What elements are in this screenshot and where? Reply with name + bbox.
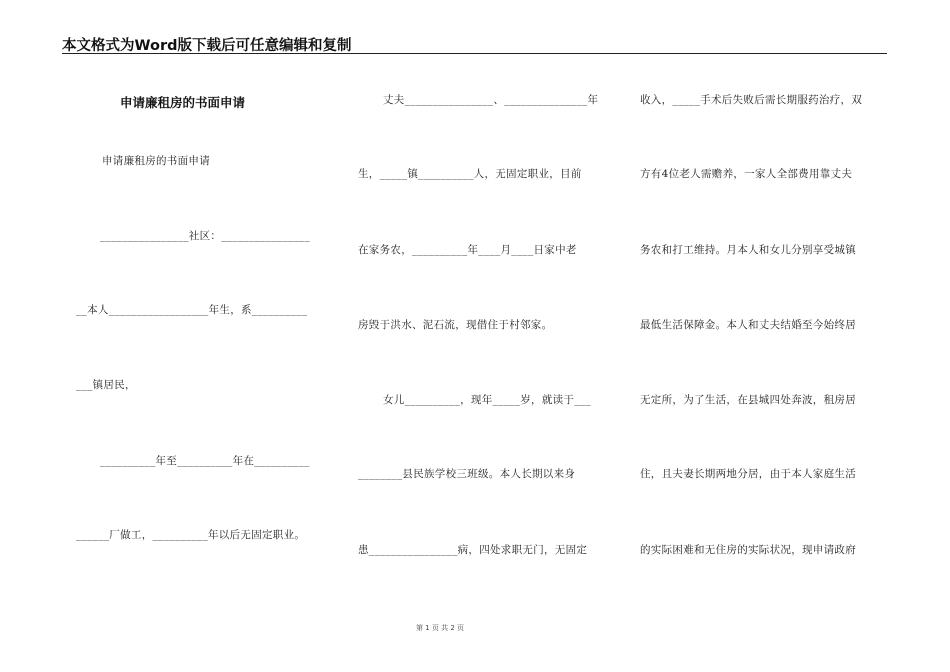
header-divider [62, 53, 887, 54]
col2-line-6: ________县民族学校三班级。本人长期以来身 [358, 468, 576, 480]
col2-line-1: 丈夫________________、_______________年 [383, 94, 599, 106]
col3-line-3: 务农和打工维持。月本人和女儿分别享受城镇 [640, 244, 856, 256]
col3-line-7: 的实际困难和无住房的实际状况，现申请政府 [640, 544, 856, 556]
col3-line-5: 无定所，为了生活，在县城四处奔波，租房居 [640, 394, 856, 406]
col1-line-6: ______厂做工，__________年以后无固定职业。 [76, 529, 306, 541]
page-header: 本文格式为Word版下载后可任意编辑和复制 [62, 38, 352, 54]
col2-line-7: 患________________病，四处求职无门，无固定 [358, 544, 588, 556]
col3-line-6: 住，且夫妻长期两地分居，由于本人家庭生活 [640, 468, 856, 480]
col1-line-4: ___镇居民， [76, 379, 136, 391]
col1-line-1: 申请廉租房的书面申请 [102, 155, 210, 167]
page-number: 第 1 页 共 2 页 [415, 624, 465, 632]
col3-line-2: 方有4位老人需赡养，一家人全部费用靠丈夫 [640, 168, 853, 180]
col2-line-5: 女儿__________，现年_____岁，就读于___ [383, 394, 591, 406]
col2-line-2: 生，_____镇__________人，无固定职业，目前 [358, 168, 582, 180]
col1-line-5: __________年至__________年在__________ [100, 455, 310, 467]
col2-line-3: 在家务农，__________年____月____日家中老 [358, 244, 577, 256]
document-title: 申请廉租房的书面申请 [120, 95, 246, 110]
col2-line-4: 房毁于洪水、泥石流，现借住于村邻家。 [358, 319, 553, 331]
col3-line-4: 最低生活保障金。本人和丈夫结婚至今始终居 [640, 319, 856, 331]
col1-line-2: ________________社区：________________ [100, 230, 310, 242]
col3-line-1: 收入，_____手术后失败后需长期服药治疗，双 [640, 94, 863, 106]
col1-line-3: __本人__________________年生，系__________ [76, 304, 308, 316]
